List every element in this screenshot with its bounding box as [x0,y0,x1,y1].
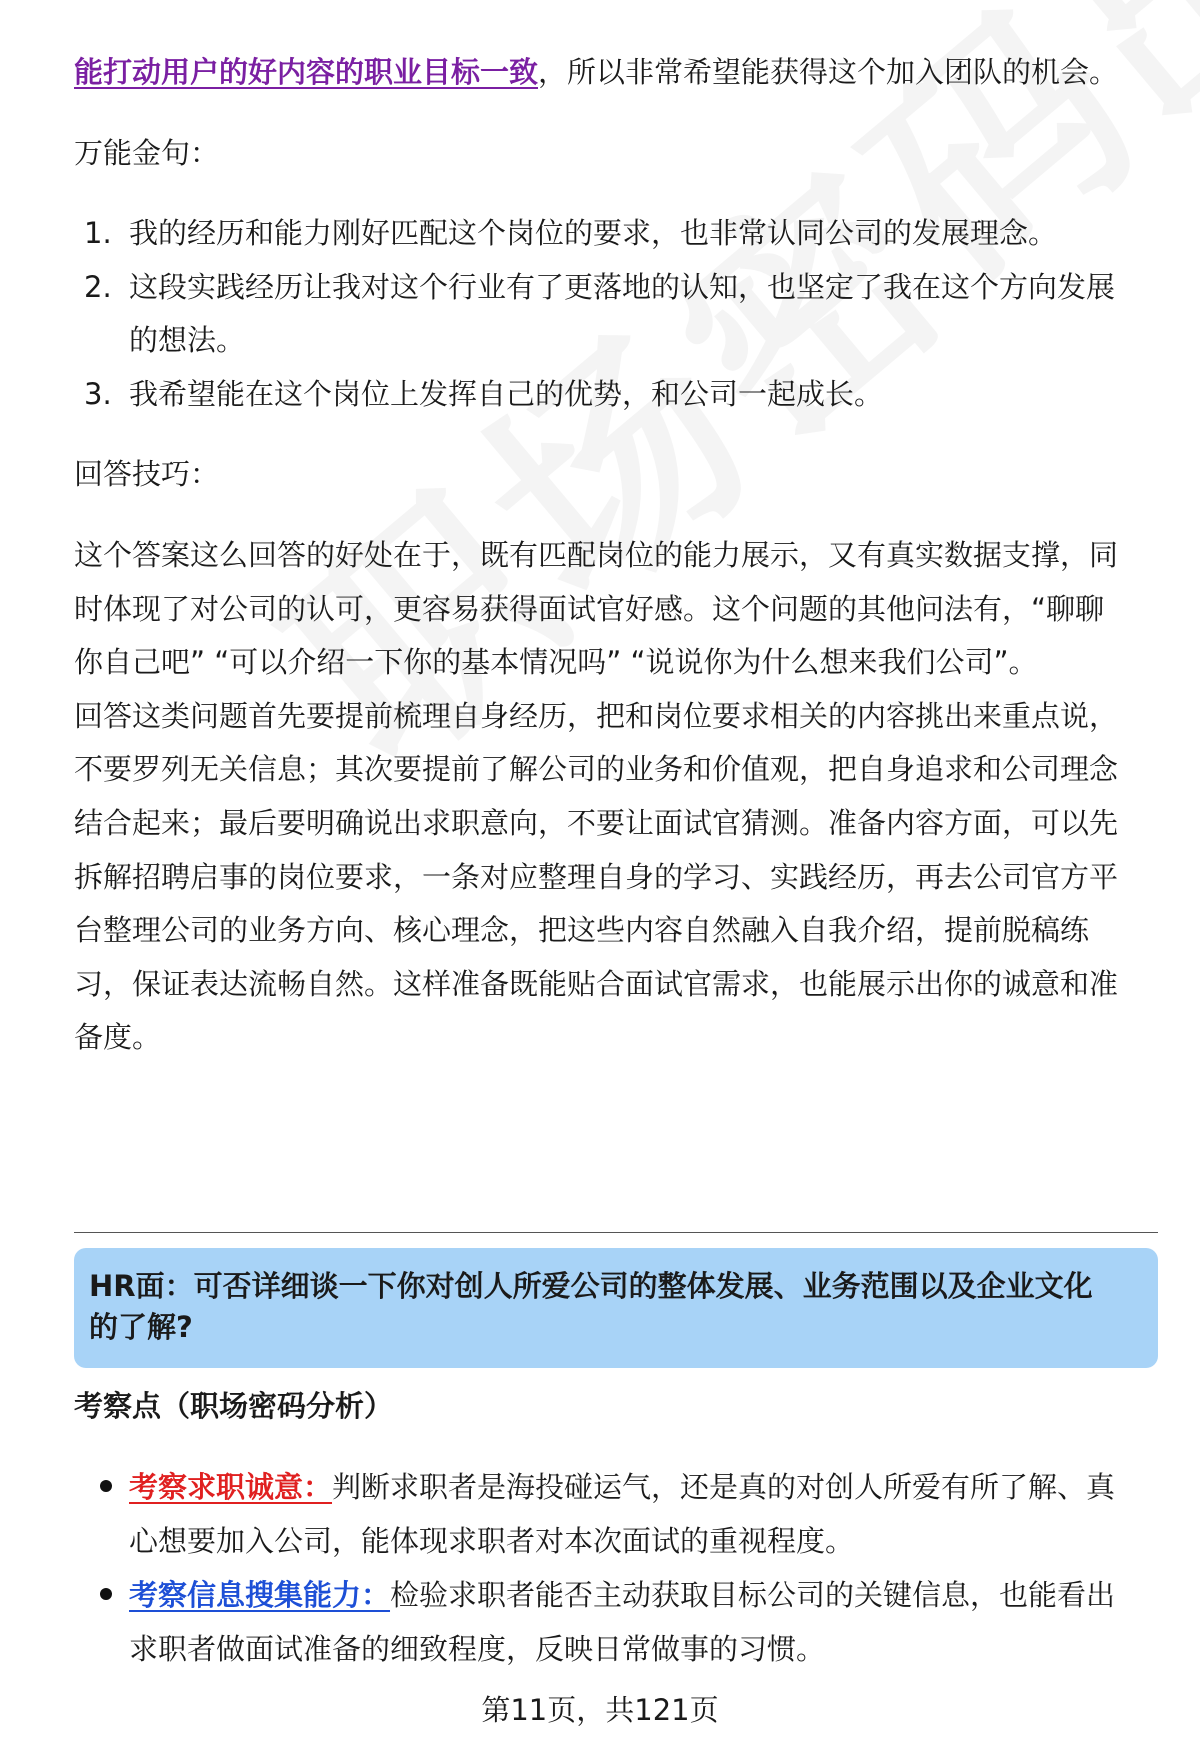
tips-line: 这个答案这么回答的好处在于，既有匹配岗位的能力展示，又有真实数据支撑，同 [74,538,1119,572]
question-line-1: HR面：可否详细谈一下你对创人所爱公司的整体发展、业务范围以及企业文化 [89,1269,1093,1303]
tips-line: 时体现了对公司的认可，更容易获得面试官好感。这个问题的其他问法有，“聊聊 [74,592,1105,626]
bullet-1-label: 考察求职诚意： [129,1470,333,1504]
intro-highlight: 能打动用户的好内容的职业目标一致 [74,55,539,89]
analysis-title: 考察点（职场密码分析） [74,1389,394,1423]
intro-paragraph [74,52,1118,92]
question-box [74,1248,1158,1368]
tips-line: 习，保证表达流畅自然。这样准备既能贴合面试官需求，也能展示出你的诚意和准 [74,967,1119,1001]
bullet-dot [100,1588,112,1600]
tips-line: 结合起来；最后要明确说出求职意向，不要让面试官猜测。准备内容方面，可以先 [74,806,1119,840]
tips-line: 你自己吧” “可以介绍一下你的基本情况吗” “说说你为什么想来我们公司”。 [74,645,1038,679]
golden-item-2-line-2: 的想法。 [129,323,246,357]
bullet-1-text: 判断求职者是海投碰运气，还是真的对创人所爱有所了解、真 [332,1470,1116,1504]
bullet-dot [100,1480,112,1492]
section-divider [74,1232,1158,1233]
bullet-2-label: 考察信息搜集能力： [129,1578,391,1612]
tips-line: 回答这类问题首先要提前梳理自身经历，把和岗位要求相关的内容挑出来重点说， [74,699,1119,733]
golden-item-1-line-1: 我的经历和能力刚好匹配这个岗位的要求，也非常认同公司的发展理念。 [129,216,1058,250]
golden-item-2-num: 2. [84,270,112,304]
bullet-1-line-2: 心想要加入公司，能体现求职者对本次面试的重视程度。 [129,1524,855,1558]
golden-item-3-line-1: 我希望能在这个岗位上发挥自己的优势，和公司一起成长。 [129,377,884,411]
page-footer: 第11页，共121页 [481,1693,719,1727]
tips-line: 拆解招聘启事的岗位要求，一条对应整理自身的学习、实践经历，再去公司官方平 [74,860,1119,894]
golden-title: 万能金句： [74,136,220,170]
tips-title: 回答技巧： [74,457,220,491]
bullet-2-line-1 [129,1575,1115,1615]
bullet-1-line-1 [129,1467,1115,1507]
tips-line: 备度。 [74,1020,162,1054]
bullet-2-text: 检验求职者能否主动获取目标公司的关键信息，也能看出 [390,1578,1116,1612]
golden-item-1-num: 1. [84,216,112,250]
tips-line: 台整理公司的业务方向、核心理念，把这些内容自然融入自我介绍，提前脱稿练 [74,913,1090,947]
golden-item-3-num: 3. [84,377,112,411]
golden-item-2-line-1: 这段实践经历让我对这个行业有了更落地的认知，也坚定了我在这个方向发展 [129,270,1116,304]
tips-line: 不要罗列无关信息；其次要提前了解公司的业务和价值观，把自身追求和公司理念 [74,752,1119,786]
bullet-2-line-2: 求职者做面试准备的细致程度，反映日常做事的习惯。 [129,1632,826,1666]
question-line-2: 的了解? [89,1310,193,1344]
intro-rest: ，所以非常希望能获得这个加入团队的机会。 [538,55,1119,89]
